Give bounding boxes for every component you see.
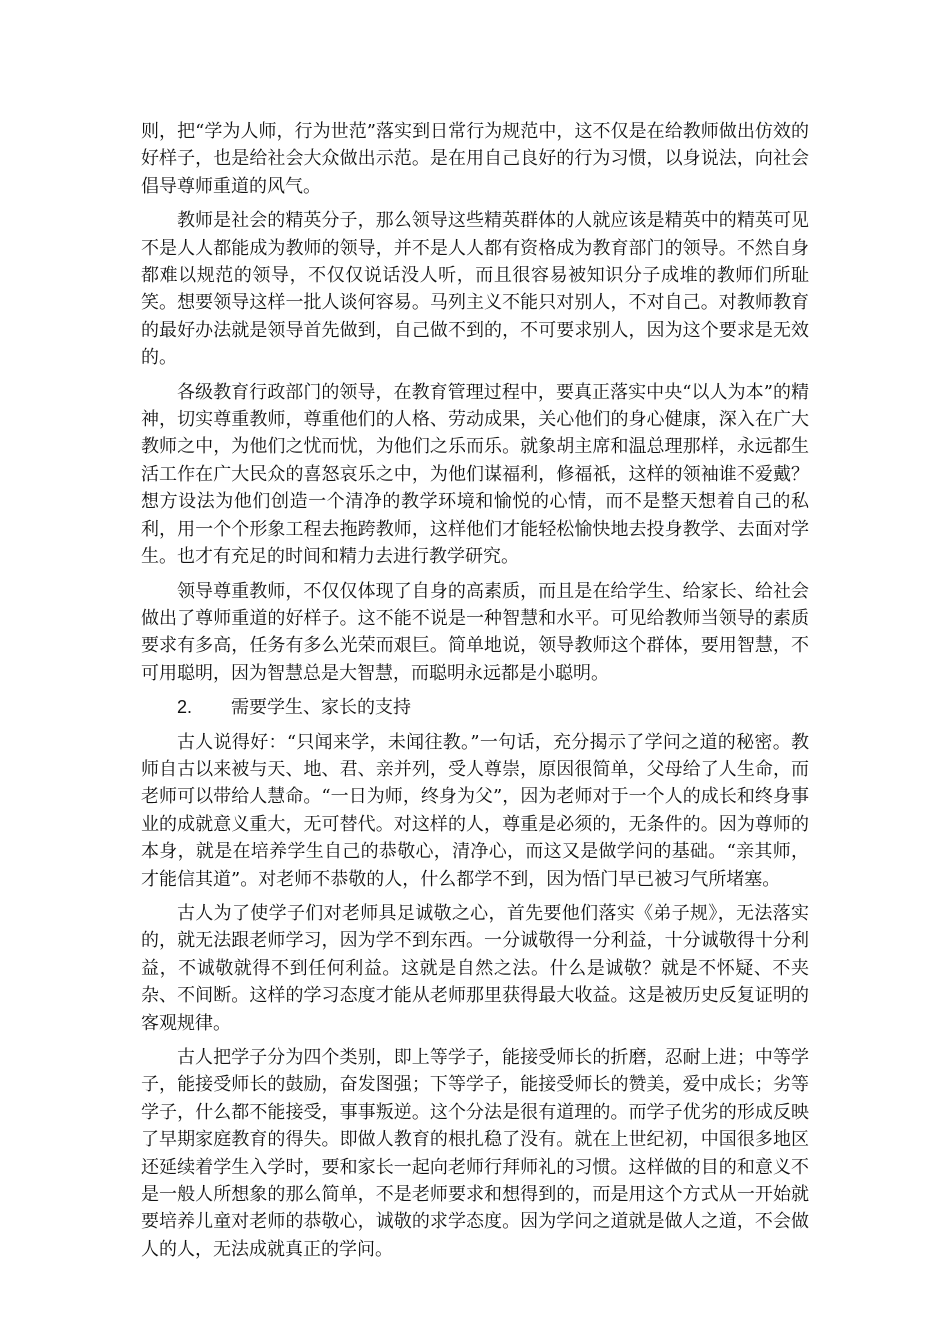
paragraph: 古人为了使学子们对老师具足诚敬之心，首先要他们落实《弟子规》，无法落实的，就无法跟老师学习，因为学不到东西。一分诚敬得一分利益，十分诚敬得十分利益，不诚敬就得不到任何利益。这就是自然之法。什么是诚敬？就是不怀疑、不夹杂、不间断。这样的学习态度才能从老师那里获得最大收益。这是被历史反复证明的客观规律。 xyxy=(141,902,809,1034)
document-page xyxy=(141,118,809,1270)
paragraph: 领导尊重教师，不仅仅体现了自身的高素质，而且是在给学生、给家长、给社会做出了尊师重道的好样子。这不能不说是一种智慧和水平。可见给教师当领导的素质要求有多高，任务有多么光荣而艰巨。简单地说，领导教师这个群体，要用智慧，不可用聪明，因为智慧总是大智慧，而聪明永远都是小聪明。 xyxy=(141,580,809,684)
paragraph: 则，把“学为人师，行为世范”落实到日常行为规范中，这不仅是在给教师做出仿效的好样子，也是给社会大众做出示范。是在用自己良好的行为习惯，以身说法，向社会倡导尊师重道的风气。 xyxy=(141,121,809,197)
paragraph: 教师是社会的精英分子，那么领导这些精英群体的人就应该是精英中的精英可见不是人人都能成为教师的领导，并不是人人都有资格成为教育部门的领导。不然自身都难以规范的领导，不仅仅说话没人听，而且很容易被知识分子成堆的教师们所耻笑。想要领导这样一批人谈何容易。马列主义不能只对别人，不对自己。对教师教育的最好办法就是领导首先做到，自己做不到的，不可要求别人，因为这个要求是无效的。 xyxy=(141,210,809,369)
paragraph: 古人把学子分为四个类别，即上等学子，能接受师长的折磨，忍耐上进；中等学子，能接受师长的鼓励，奋发图强；下等学子，能接受师长的赞美，爱中成长；劣等学子，什么都不能接受，事事叛逆。这个分法是很有道理的。而学子优劣的形成反映了早期家庭教育的得失。即做人教育的根扎稳了没有。就在上世纪初，中国很多地区还延续着学生入学时，要和家长一起向老师行拜师礼的习惯。这样做的目的和意义不是一般人所想象的那么简单，不是老师要求和想得到的，而是用这个方式从一开始就要培养儿童对老师的恭敬心，诚敬的求学态度。因为学问之道就是做人之道，不会做人的人，无法成就真正的学问。 xyxy=(141,1047,809,1260)
section-heading xyxy=(141,694,809,721)
section-number: 2. xyxy=(177,697,193,718)
paragraph: 古人说得好：“只闻来学，未闻往教。”一句话，充分揭示了学问之道的秘密。教师自古以来被与天、地、君、亲并列，受人尊崇，原因很简单，父母给了人生命，而老师可以带给人慧命。“一日为师，终身为父”，因为老师对于一个人的成长和终身事业的成就意义重大，无可替代。对这样的人，尊重是必须的，无条件的。因为尊师的本身，就是在培养学生自己的恭敬心，清净心，而这又是做学问的基础。“亲其师，才能信其道”。对老师不恭敬的人，什么都学不到，因为悟门早已被习气所堵塞。 xyxy=(141,731,809,890)
paragraph: 各级教育行政部门的领导，在教育管理过程中，要真正落实中央“以人为本”的精神，切实尊重教师，尊重他们的人格、劳动成果，关心他们的身心健康，深入在广大教师之中，为他们之忧而忧，为他们之乐而乐。就象胡主席和温总理那样，永远都生活工作在广大民众的喜怒哀乐之中，为他们谋福利，修福祇，这样的领袖谁不爱戴？想方设法为他们创造一个清净的教学环境和愉悦的心情，而不是整天想着自己的私利，用一个个形象工程去拖跨教师，这样他们才能轻松愉快地去投身教学、去面对学生。也才有充足的时间和精力去进行教学研究。 xyxy=(141,381,809,568)
section-title: 需要学生、家长的支持 xyxy=(231,697,411,719)
